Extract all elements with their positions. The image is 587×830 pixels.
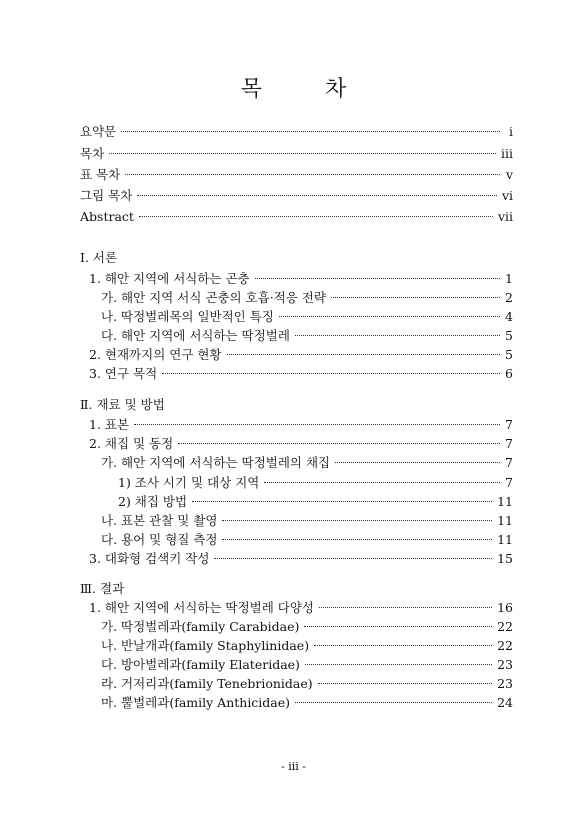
toc-entry-label: 3. 연구 목적	[89, 366, 158, 381]
toc-entry[interactable]	[118, 475, 513, 491]
toc-entry-label: 다. 용어 및 형질 측정	[101, 532, 218, 547]
toc-entry-label: 1. 해안 지역에 서식하는 곤충	[89, 271, 250, 286]
toc-leader-dots	[214, 558, 492, 559]
toc-entry-label: 3. 대화형 검색키 작성	[89, 551, 210, 566]
toc-entry[interactable]	[89, 417, 513, 433]
toc-leader-dots	[222, 539, 492, 540]
toc-entry-label: 2. 현재까지의 연구 현황	[89, 347, 222, 362]
toc-entry-label: 요약문	[80, 124, 117, 139]
toc-entry[interactable]	[101, 513, 513, 529]
toc-leader-dots	[305, 664, 492, 665]
toc-entry[interactable]	[101, 638, 513, 654]
page-number-footer: - iii -	[281, 760, 306, 773]
toc-leader-dots	[335, 462, 500, 463]
toc-entry-page: 7	[505, 475, 513, 490]
toc-leader-dots	[109, 153, 496, 154]
toc-entry-label: 가. 딱정벌레과(family Carabidae)	[101, 619, 300, 634]
toc-entry-page: 7	[505, 455, 513, 470]
toc-leader-dots	[125, 174, 500, 175]
toc-entry-label: 가. 해안 지역 서식 곤충의 호흡·적응 전략	[101, 290, 326, 305]
toc-leader-dots	[137, 195, 497, 196]
toc-entry-page: 11	[497, 513, 513, 528]
toc-entry-page: 23	[497, 676, 513, 691]
toc-entry[interactable]	[101, 532, 513, 548]
toc-leader-dots	[318, 683, 492, 684]
page-title: 목 차	[240, 77, 375, 102]
toc-entry-page: 2	[505, 290, 513, 305]
toc-entry-label: 1. 표본	[89, 417, 130, 432]
toc-entry-page: 22	[497, 619, 513, 634]
toc-entry[interactable]	[80, 146, 513, 162]
section-heading: Ⅲ. 결과	[80, 581, 125, 596]
toc-entry-label: 라. 거저리과(family Tenebrionidae)	[101, 676, 313, 691]
toc-leader-dots	[134, 424, 500, 425]
toc-leader-dots	[331, 297, 500, 298]
toc-entry-page: 11	[497, 532, 513, 547]
toc-leader-dots	[314, 645, 492, 646]
toc-leader-dots	[295, 335, 500, 336]
toc-entry[interactable]	[101, 290, 513, 306]
toc-entry[interactable]	[101, 657, 513, 673]
toc-leader-dots	[121, 131, 500, 132]
toc-leader-dots	[192, 501, 492, 502]
toc-entry[interactable]	[89, 600, 513, 616]
toc-entry-label: 다. 해안 지역에 서식하는 딱정벌레	[101, 328, 290, 343]
toc-entry-page: 15	[497, 551, 513, 566]
toc-entry[interactable]	[80, 124, 513, 140]
toc-leader-dots	[255, 278, 500, 279]
toc-entry[interactable]	[89, 436, 513, 452]
toc-leader-dots	[227, 354, 500, 355]
toc-entry-label: 그림 목차	[80, 188, 133, 203]
section-heading: Ⅰ. 서론	[80, 250, 118, 265]
toc-entry[interactable]	[101, 695, 513, 711]
toc-entry-page: 7	[505, 436, 513, 451]
toc-entry-label: 1) 조사 시기 및 대상 지역	[118, 475, 260, 490]
toc-leader-dots	[222, 520, 492, 521]
toc-entry[interactable]	[101, 676, 513, 692]
toc-entry-page: iii	[501, 146, 513, 161]
toc-entry-label: 다. 방아벌레과(family Elateridae)	[101, 657, 300, 672]
toc-entry-page: 23	[497, 657, 513, 672]
toc-entry-page: i	[509, 124, 513, 139]
toc-entry[interactable]	[118, 494, 513, 510]
toc-leader-dots	[295, 702, 492, 703]
toc-entry-label: 표 목차	[80, 167, 121, 182]
toc-entry-label: 1. 해안 지역에 서식하는 딱정벌레 다양성	[89, 600, 314, 615]
toc-entry[interactable]	[80, 209, 513, 225]
toc-entry-label: 나. 반날개과(family Staphylinidae)	[101, 638, 310, 653]
toc-entry-label: 목차	[80, 146, 105, 161]
toc-leader-dots	[162, 373, 500, 374]
toc-entry[interactable]	[89, 271, 513, 287]
toc-leader-dots	[178, 443, 500, 444]
toc-leader-dots	[139, 216, 493, 217]
toc-entry-label: 나. 표본 관찰 및 촬영	[101, 513, 218, 528]
toc-entry[interactable]	[89, 366, 513, 382]
toc-leader-dots	[304, 626, 492, 627]
toc-entry-label: 가. 해안 지역에 서식하는 딱정벌레의 채집	[101, 455, 331, 470]
toc-entry[interactable]	[101, 619, 513, 635]
toc-entry[interactable]	[80, 188, 513, 204]
toc-entry-page: 4	[505, 309, 513, 324]
toc-entry[interactable]	[89, 551, 513, 567]
section-heading: Ⅱ. 재료 및 방법	[80, 397, 165, 412]
toc-entry-page: vi	[501, 188, 513, 203]
toc-leader-dots	[264, 482, 500, 483]
toc-entry-page: 5	[505, 328, 513, 343]
toc-entry[interactable]	[101, 309, 513, 325]
toc-entry-page: 16	[497, 600, 513, 615]
toc-entry-page: v	[505, 167, 513, 182]
toc-entry-page: 24	[497, 695, 513, 710]
toc-entry[interactable]	[101, 455, 513, 471]
toc-leader-dots	[319, 607, 492, 608]
toc-entry-label: 마. 뿔벌레과(family Anthicidae)	[101, 695, 291, 710]
toc-entry[interactable]	[80, 167, 513, 183]
toc-entry[interactable]	[89, 347, 513, 363]
toc-entry-page: 22	[497, 638, 513, 653]
toc-entry-label: Abstract	[80, 209, 134, 224]
toc-entry-label: 나. 딱정벌레목의 일반적인 특징	[101, 309, 274, 324]
toc-entry-page: 1	[505, 271, 513, 286]
toc-entry-page: 6	[505, 366, 513, 381]
toc-entry[interactable]	[101, 328, 513, 344]
toc-entry-page: vii	[497, 209, 513, 224]
toc-entry-page: 11	[497, 494, 513, 509]
toc-entry-page: 7	[505, 417, 513, 432]
toc-entry-page: 5	[505, 347, 513, 362]
toc-entry-label: 2. 채집 및 동정	[89, 436, 174, 451]
toc-entry-label: 2) 채집 방법	[118, 494, 188, 509]
toc-leader-dots	[279, 316, 500, 317]
